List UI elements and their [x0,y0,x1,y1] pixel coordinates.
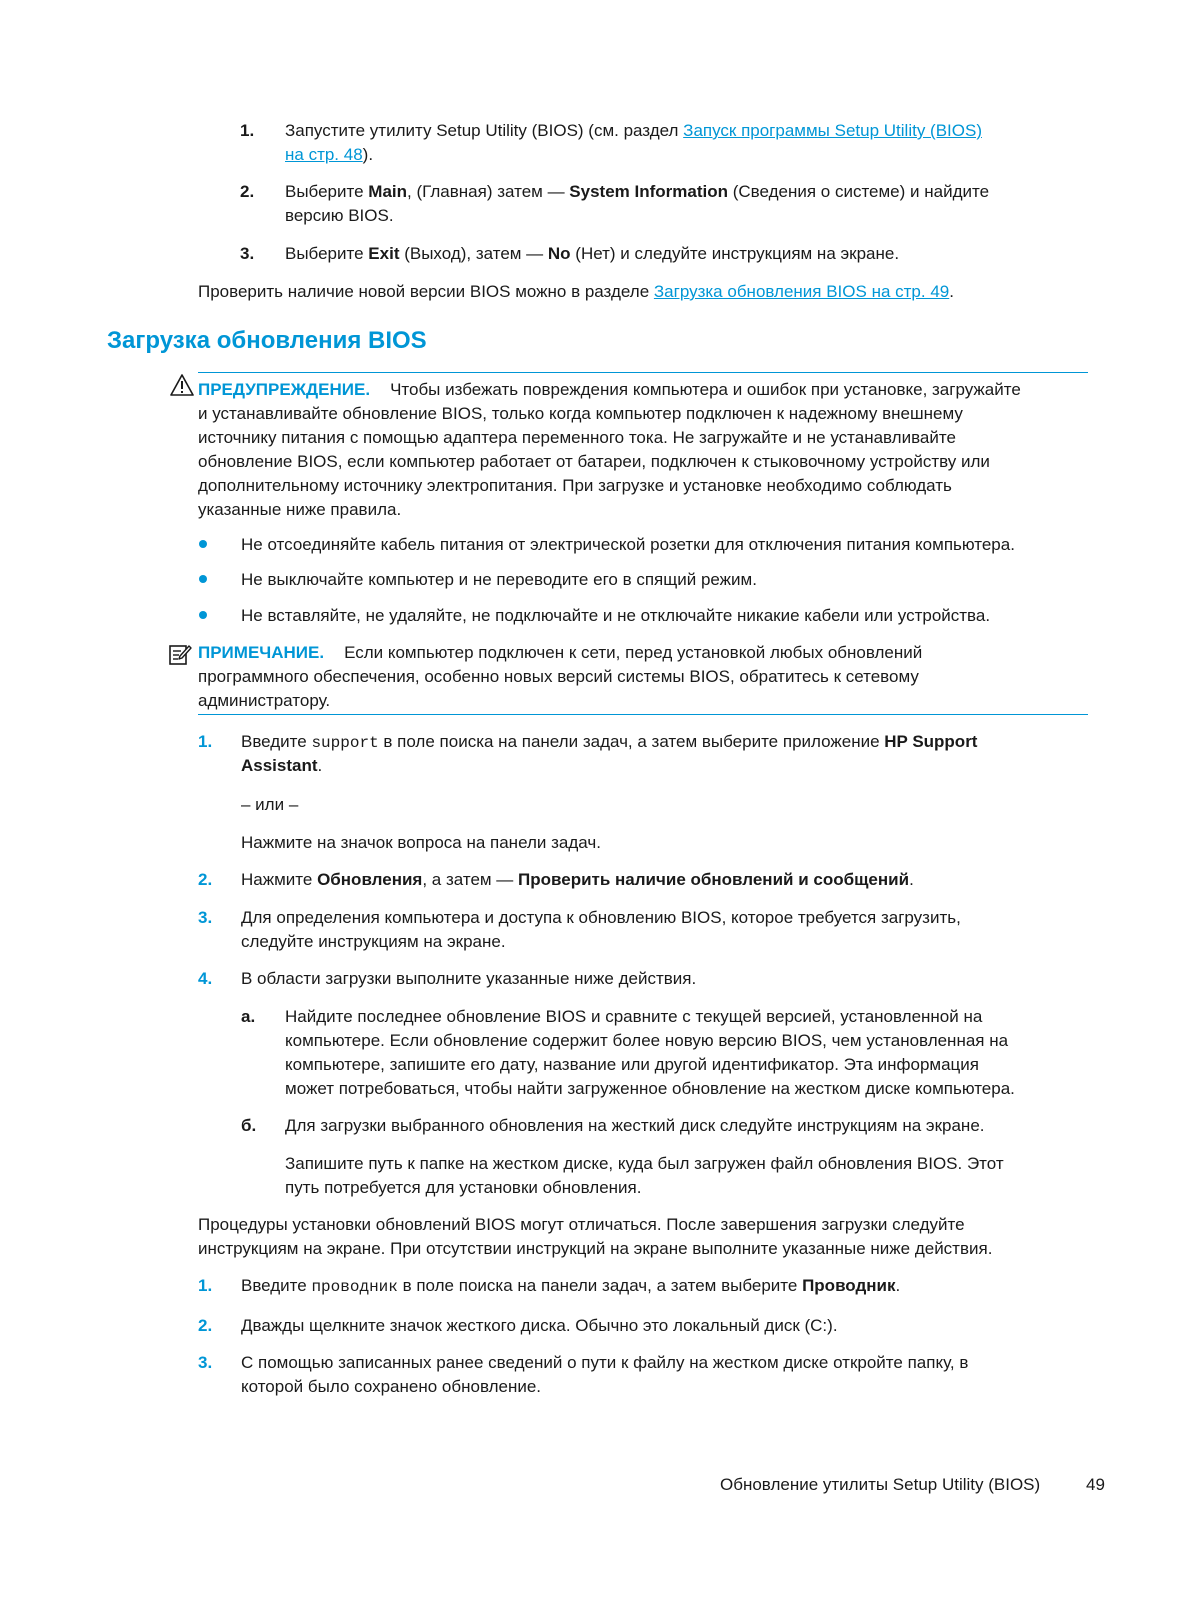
warning-label: ПРЕДУПРЕЖДЕНИЕ. [198,380,371,399]
substep-text: Для загрузки выбранного обновления на жесткий диск следуйте инструкциям на экране. [285,1116,985,1135]
step-text-part: , (Главная) затем — [407,182,570,201]
bullet-dot [199,540,207,548]
step-text-part: Выберите [285,244,369,263]
step-number: 2. [240,182,255,201]
page-48-link[interactable]: на стр. 48 [285,145,363,164]
warning-line [198,378,1021,402]
app-name: Проводник [802,1276,896,1295]
note-bottom-divider [198,714,1088,715]
step-text-part: Выберите [285,182,369,201]
step-number: 3. [198,1353,213,1372]
step-number: 2. [198,870,213,889]
step-text-line: версию BIOS. [285,206,394,225]
warning-text: Чтобы избежать повреждения компьютера и ошибок при установке, загружайте [390,380,1021,399]
warning-line: обновление BIOS, если компьютер работает от батареи, подключен к стыковочному устройству или [198,452,990,471]
step-text: Для определения компьютера и доступа к обновлению BIOS, которое требуется загрузить, [241,908,961,927]
app-name: HP Support [884,732,978,751]
step-text-line [285,143,373,167]
step-text-line: следуйте инструкциям на экране. [241,932,506,951]
substep-text: компьютере. Если обновление содержит более новую версию BIOS, чем установленная на [285,1031,1009,1050]
step-number: 3. [240,244,255,263]
footer-title: Обновление утилиты Setup Utility (BIOS) [720,1475,1041,1494]
menu-main: Main [368,182,408,201]
bullet-dot [199,611,207,619]
page-number: 49 [1086,1475,1105,1494]
paragraph-text: Проверить наличие новой версии BIOS можно в разделе [198,282,654,301]
step-text-part: . [895,1276,901,1295]
note-icon [168,643,192,667]
step-text-part: . [317,756,323,775]
substep-letter: a. [241,1007,256,1026]
step-text [241,730,977,755]
paragraph-text: . [949,282,954,301]
install-paragraph: инструкциям на экране. При отсутствии инструкций на экране выполните указанные ниже действия. [198,1239,993,1258]
step-text [285,119,982,143]
bullet-dot [199,575,207,583]
warning-bullet: Не отсоединяйте кабель питания от электрической розетки для отключения питания компьютера. [241,535,1015,554]
step-text-part: . [909,870,914,889]
substep-note: Запишите путь к папке на жестком диске, куда был загружен файл обновления BIOS. Этот [285,1154,1004,1173]
check-paragraph [198,280,954,304]
or-separator: – или – [241,795,299,814]
warning-line: дополнительному источнику электропитания. При загрузке и установке необходимо соблюдать [198,476,952,495]
app-name: Assistant [241,756,318,775]
step-text-part: в поле поиска на панели задач, а затем выберите приложение [378,732,885,751]
step-text [285,242,899,266]
substep-letter: б. [241,1116,257,1135]
step-text-part: (Сведения о системе) и найдите [728,182,990,201]
warning-top-divider [198,372,1088,373]
step-number: 4. [198,969,213,988]
step-text-part: Введите [241,1276,312,1295]
warning-line: и устанавливайте обновление BIOS, только когда компьютер подключен к надежному внешнему [198,404,963,423]
step-text-part: ). [362,145,374,164]
note-label: ПРИМЕЧАНИЕ. [198,643,325,662]
bios-download-link[interactable]: Загрузка обновления BIOS на стр. 49 [653,282,950,301]
warning-bullet: Не выключайте компьютер и не переводите его в спящий режим. [241,570,757,589]
note-text: Если компьютер подключен к сети, перед установкой любых обновлений [344,643,923,662]
step-text: В области загрузки выполните указанные ниже действия. [241,969,697,988]
warning-line: источнику питания с помощью адаптера переменного тока. Не загружайте и не устанавливайте [198,428,956,447]
step-alt-text: Нажмите на значок вопроса на панели задач. [241,833,601,852]
setup-utility-link[interactable]: Запуск программы Setup Utility (BIOS) [683,121,982,140]
search-term-support: support [311,734,379,752]
search-term-explorer: проводник [311,1278,398,1296]
step-text-line: которой было сохранено обновление. [241,1377,542,1396]
step-number: 3. [198,908,213,927]
section-title: Загрузка обновления BIOS [107,327,427,354]
step-text: Дважды щелкните значок жесткого диска. Обычно это локальный диск (C:). [241,1316,838,1335]
install-paragraph: Процедуры установки обновлений BIOS могут отличаться. После завершения загрузки следуйте [198,1215,965,1234]
step-text-part: в поле поиска на панели задач, а затем выберите [397,1276,803,1295]
warning-triangle-icon [170,374,194,396]
step-text-part: , а затем — [422,870,519,889]
updates-menu: Обновления [317,870,423,889]
note-line: программного обеспечения, особенно новых версий системы BIOS, обратитесь к сетевому [198,667,919,686]
substep-text: может потребоваться, чтобы найти загруженное обновление на жестком диске компьютера. [285,1079,1015,1098]
step-text-part: Введите [241,732,312,751]
menu-no: No [547,244,571,263]
step-text [241,868,914,892]
step-number: 1. [198,1276,213,1295]
step-text-part: Нажмите [241,870,318,889]
note-line [198,641,922,665]
warning-bullet: Не вставляйте, не удаляйте, не подключайте и не отключайте никакие кабели или устройства. [241,606,991,625]
step-number: 1. [198,732,213,751]
step-text: С помощью записанных ранее сведений о пути к файлу на жестком диске откройте папку, в [241,1353,969,1372]
step-text [285,180,989,204]
note-line: администратору. [198,691,331,710]
step-number: 2. [198,1316,213,1335]
step-number: 1. [240,121,255,140]
step-text [241,1274,900,1299]
step-text-line [241,754,322,778]
step-text-part: Запустите утилиту Setup Utility (BIOS) (см. раздел [285,121,684,140]
step-text-part: (Нет) и следуйте инструкциям на экране. [570,244,900,263]
step-text-part: (Выход), затем — [399,244,548,263]
warning-line: указанные ниже правила. [198,500,402,519]
substep-text: Найдите последнее обновление BIOS и сравните с текущей версией, установленной на [285,1007,983,1026]
menu-exit: Exit [368,244,400,263]
check-updates-menu: Проверить наличие обновлений и сообщений [518,870,910,889]
substep-note: путь потребуется для установки обновления. [285,1178,642,1197]
substep-text: компьютере, запишите его дату, название или другой идентификатор. Эта информация [285,1055,979,1074]
menu-system-information: System Information [569,182,728,201]
